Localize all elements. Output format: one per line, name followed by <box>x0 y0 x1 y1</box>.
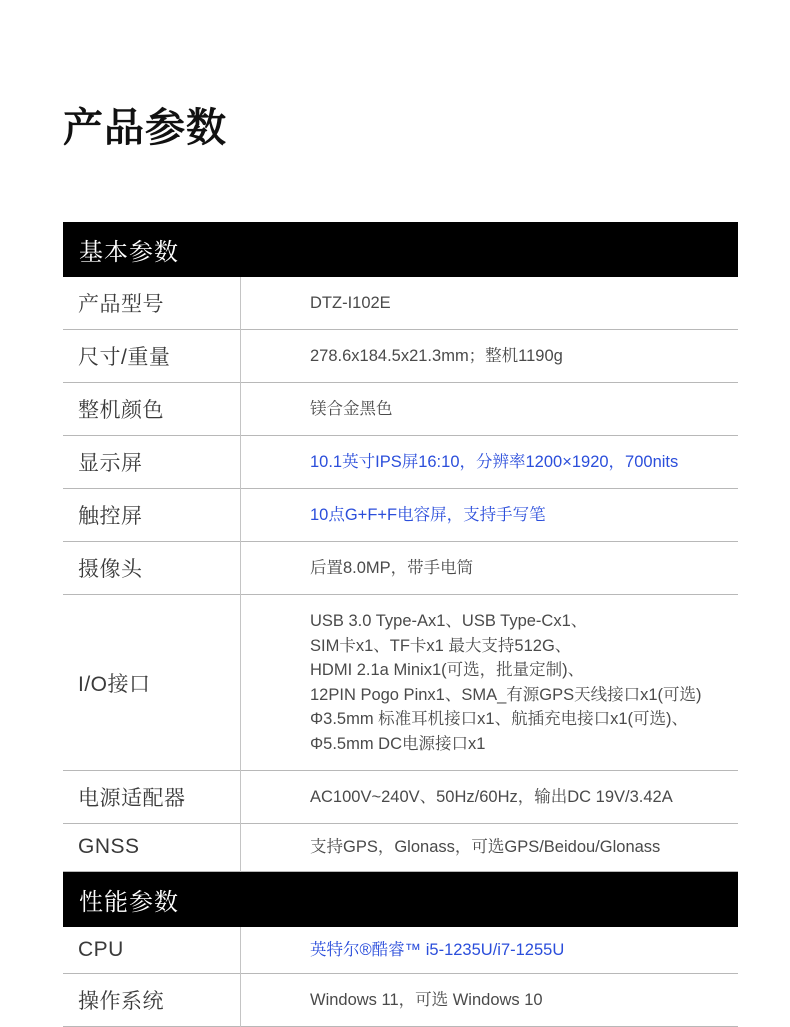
spec-label: 电源适配器 <box>63 771 240 823</box>
spec-value: Windows 11，可选 Windows 10 <box>240 977 738 1024</box>
spec-sections <box>63 222 738 1027</box>
spec-label: 产品型号 <box>63 277 240 329</box>
section-rows <box>63 277 738 872</box>
spec-row <box>63 330 738 383</box>
spec-row <box>63 383 738 436</box>
spec-value-line: HDMI 2.1a Minix1(可选，批量定制)、 <box>310 658 730 683</box>
spec-value: DTZ-I102E <box>240 280 738 327</box>
spec-value-line: USB 3.0 Type-Ax1、USB Type-Cx1、 <box>310 609 730 634</box>
spec-row <box>63 824 738 872</box>
spec-label: 尺寸/重量 <box>63 330 240 382</box>
spec-value: AC100V~240V、50Hz/60Hz，输出DC 19V/3.42A <box>240 774 738 821</box>
spec-value-line: Φ5.5mm DC电源接口x1 <box>310 732 730 757</box>
spec-label: 整机颜色 <box>63 383 240 435</box>
spec-label: 显示屏 <box>63 436 240 488</box>
spec-value: 10.1英寸IPS屏16:10，分辨率1200×1920，700nits <box>240 439 738 486</box>
spec-row <box>63 927 738 975</box>
section-header: 性能参数 <box>63 872 738 927</box>
spec-value: 278.6x184.5x21.3mm；整机1190g <box>240 333 738 380</box>
spec-row <box>63 595 738 771</box>
spec-row <box>63 771 738 824</box>
spec-row <box>63 277 738 330</box>
spec-value-line: SIM卡x1、TF卡x1 最大支持512G、 <box>310 634 730 659</box>
spec-sheet <box>63 0 738 1027</box>
spec-row <box>63 542 738 595</box>
spec-value <box>240 595 738 770</box>
page-title: 产品参数 <box>63 0 738 152</box>
spec-label: I/O接口 <box>63 657 240 709</box>
spec-value: 10点G+F+F电容屏，支持手写笔 <box>240 492 738 539</box>
spec-row <box>63 974 738 1027</box>
section-rows <box>63 927 738 1027</box>
spec-label: 操作系统 <box>63 974 240 1026</box>
spec-value-line: Φ3.5mm 标准耳机接口x1、航插充电接口x1(可选)、 <box>310 707 730 732</box>
spec-section <box>63 872 738 1027</box>
spec-label: 摄像头 <box>63 542 240 594</box>
spec-row <box>63 436 738 489</box>
spec-label: 触控屏 <box>63 489 240 541</box>
section-header: 基本参数 <box>63 222 738 277</box>
spec-value-line: 12PIN Pogo Pinx1、SMA_有源GPS天线接口x1(可选) <box>310 683 730 708</box>
spec-value: 支持GPS，Glonass，可选GPS/Beidou/Glonass <box>240 824 738 871</box>
spec-value: 后置8.0MP，带手电筒 <box>240 545 738 592</box>
spec-section <box>63 222 738 872</box>
spec-label: CPU <box>63 927 240 973</box>
spec-label: GNSS <box>63 824 240 870</box>
spec-value: 镁合金黑色 <box>240 386 738 433</box>
spec-row <box>63 489 738 542</box>
spec-value: 英特尔®酷睿™ i5-1235U/i7-1255U <box>240 927 738 974</box>
